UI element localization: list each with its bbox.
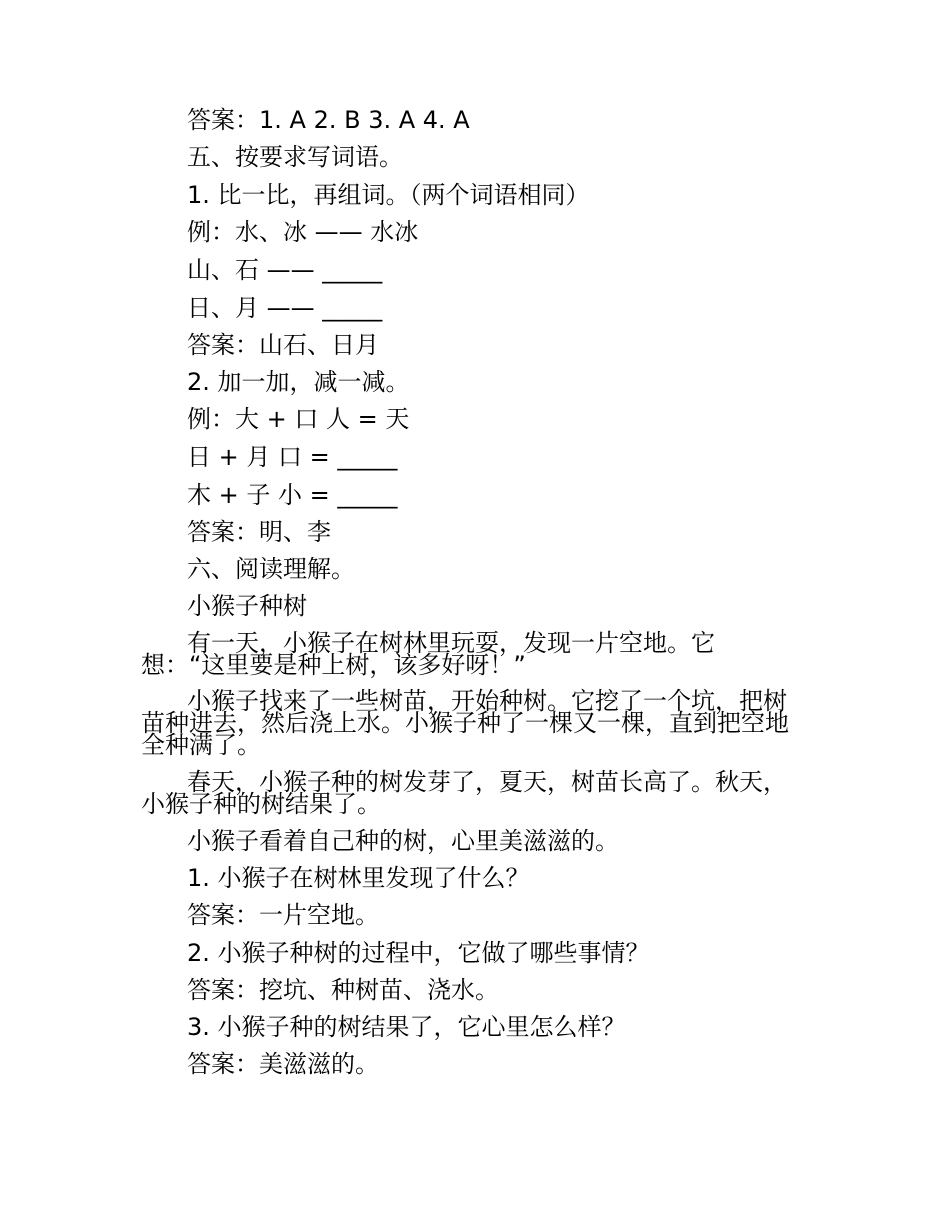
passage-paragraph-line: 小猴子看着自己种的树，心里美滋滋的。 — [187, 827, 619, 855]
passage-paragraph-line: 想：“这里要是种上树，该多好呀！” — [141, 651, 526, 679]
comprehension-question: 2. 小猴子种树的过程中，它做了哪些事情？ — [187, 939, 650, 967]
exercise-line: 日 + 月 口 = _____ — [187, 443, 398, 471]
example-line-2: 例：大 + 口 人 = 天 — [187, 405, 410, 433]
answer-line: 答案：挖坑、种树苗、浇水。 — [187, 976, 499, 1004]
passage-paragraph-line: 全种满了。 — [141, 731, 261, 759]
comprehension-question: 3. 小猴子种的树结果了，它心里怎么样？ — [187, 1013, 626, 1041]
question-1-compare: 1. 比一比，再组词。（两个词语相同） — [187, 181, 590, 209]
exercise-line: 山、石 —— _____ — [187, 256, 383, 284]
passage-paragraph-line: 小猴子找来了一些树苗，开始种树。它挖了一个坑，把树 — [187, 687, 787, 715]
answer-line: 答案：美滋滋的。 — [187, 1050, 379, 1078]
section-heading-5: 五、按要求写词语。 — [187, 143, 403, 171]
exercise-line: 木 + 子 小 = _____ — [187, 481, 398, 509]
exercise-line: 日、月 —— _____ — [187, 294, 383, 322]
answer-line: 答案：明、李 — [187, 518, 331, 546]
passage-paragraph-line: 有一天，小猴子在树林里玩耍，发现一片空地。它 — [187, 629, 715, 657]
comprehension-question: 1. 小猴子在树林里发现了什么？ — [187, 864, 530, 892]
answer-line: 答案：一片空地。 — [187, 901, 379, 929]
passage-paragraph-line: 春天，小猴子种的树发芽了，夏天，树苗长高了。秋天， — [187, 768, 787, 796]
example-line-1: 例：水、冰 —— 水冰 — [187, 218, 419, 246]
answer-line-section-4: 答案：1. A 2. B 3. A 4. A — [187, 106, 470, 134]
passage-paragraph-line: 苗种进去，然后浇上水。小猴子种了一棵又一棵，直到把空地 — [141, 709, 789, 737]
answer-line: 答案：山石、日月 — [187, 331, 379, 359]
passage-title: 小猴子种树 — [187, 592, 307, 620]
passage-paragraph-line: 小猴子种的树结果了。 — [141, 790, 381, 818]
section-heading-6: 六、阅读理解。 — [187, 555, 355, 583]
question-2-add-subtract: 2. 加一加，减一减。 — [187, 368, 410, 396]
